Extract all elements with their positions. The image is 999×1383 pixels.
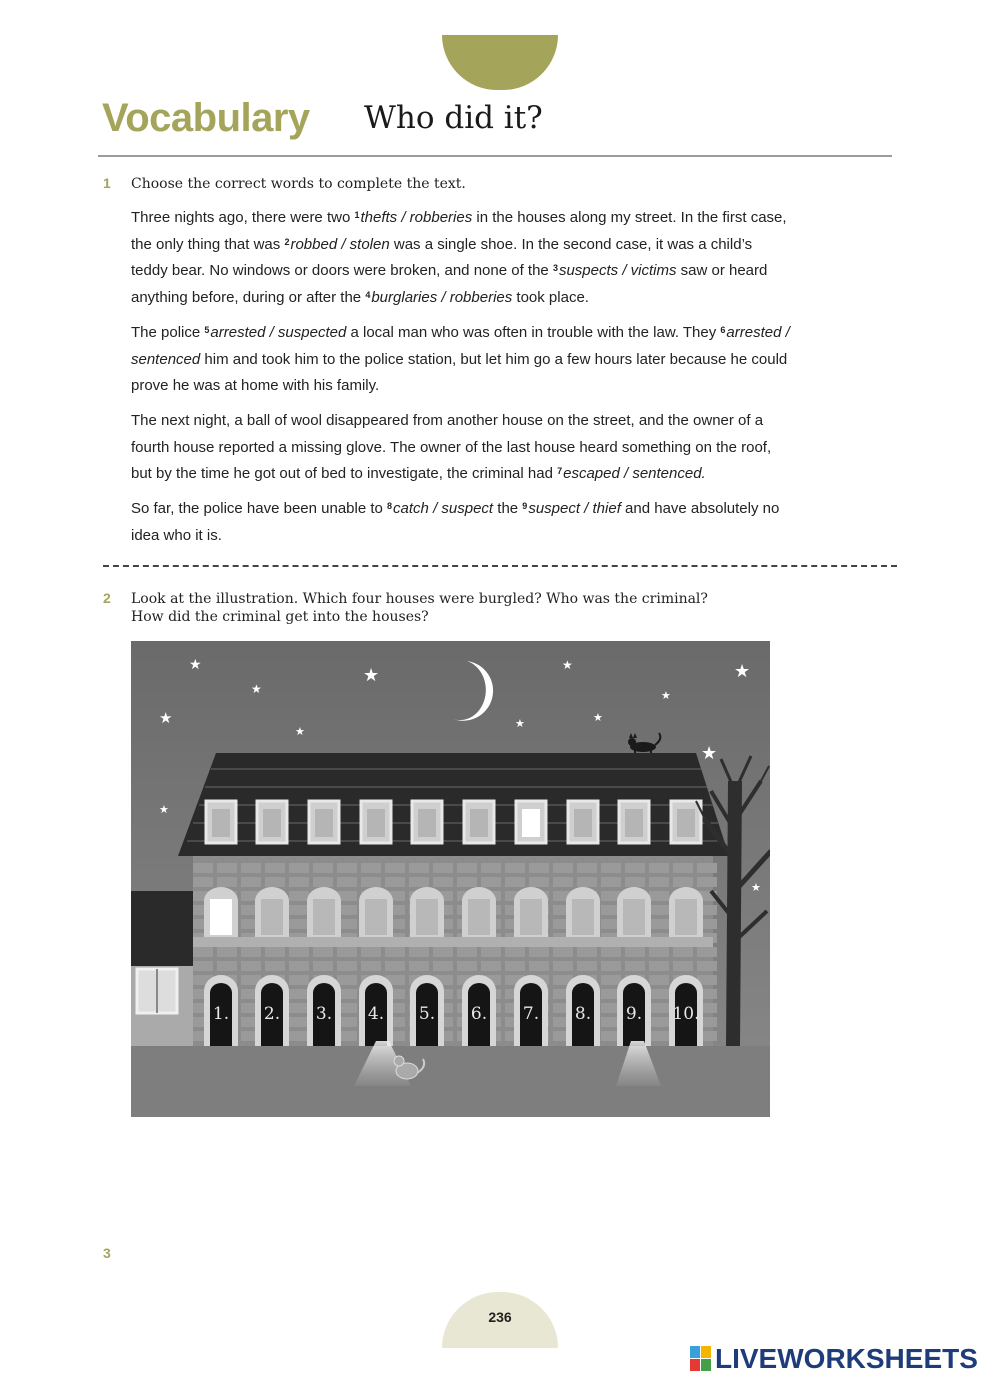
brick xyxy=(361,961,381,971)
word-choice[interactable]: robbed / stolen xyxy=(290,235,390,253)
upper-window xyxy=(410,887,444,937)
word-choice[interactable]: burglaries / robberies xyxy=(371,288,513,306)
brick xyxy=(553,961,573,971)
brick xyxy=(337,975,357,985)
brick xyxy=(697,863,717,873)
door-number: 6. xyxy=(470,1004,488,1024)
brick xyxy=(697,877,717,887)
word-choice[interactable]: suspect / thief xyxy=(528,500,621,517)
brick xyxy=(625,961,645,971)
word-choice[interactable]: escaped / sentenced. xyxy=(563,465,706,482)
door-number: 3. xyxy=(315,1004,333,1024)
upper-window xyxy=(617,887,651,937)
star: ★ xyxy=(562,658,573,672)
brick xyxy=(337,863,357,873)
brick xyxy=(649,1003,669,1013)
brick xyxy=(673,863,693,873)
brick xyxy=(337,961,357,971)
brick xyxy=(601,877,621,887)
brick xyxy=(433,877,453,887)
upper-window xyxy=(462,887,496,937)
brick xyxy=(481,947,501,957)
page-number: 236 xyxy=(488,1309,512,1325)
front-door xyxy=(410,975,444,1046)
star: ★ xyxy=(515,717,525,730)
brick xyxy=(577,863,597,873)
brick xyxy=(433,863,453,873)
title-divider xyxy=(98,155,892,157)
brick xyxy=(601,947,621,957)
brick xyxy=(673,877,693,887)
brick xyxy=(289,1017,309,1027)
brick xyxy=(361,947,381,957)
brick xyxy=(409,863,429,873)
brick xyxy=(673,947,693,957)
brick xyxy=(457,947,477,957)
brick xyxy=(481,961,501,971)
brick xyxy=(433,961,453,971)
brick xyxy=(625,877,645,887)
brick xyxy=(649,989,669,999)
brick xyxy=(649,947,669,957)
brick xyxy=(601,863,621,873)
brick xyxy=(361,863,381,873)
brick xyxy=(649,961,669,971)
brick xyxy=(265,863,285,873)
brick xyxy=(553,947,573,957)
brick xyxy=(505,877,525,887)
paragraph-3 xyxy=(131,408,791,488)
star: ★ xyxy=(593,711,603,724)
paragraph-1 xyxy=(131,205,791,311)
text-run: a local man who was often in trouble with the law. They xyxy=(346,324,721,341)
star: ★ xyxy=(159,803,169,816)
brick xyxy=(697,961,717,971)
brick xyxy=(265,877,285,887)
brick xyxy=(481,863,501,873)
brick xyxy=(457,863,477,873)
gap-number: 1 xyxy=(354,210,360,220)
gap-number: 5 xyxy=(204,325,210,335)
dormer-window xyxy=(671,801,701,843)
star: ★ xyxy=(661,689,671,702)
brick xyxy=(385,877,405,887)
front-door xyxy=(359,975,393,1046)
brick xyxy=(193,947,213,957)
brick xyxy=(457,961,477,971)
brick xyxy=(649,975,669,985)
text-run: the xyxy=(493,500,523,517)
brick xyxy=(385,947,405,957)
front-door xyxy=(617,975,651,1046)
star: ★ xyxy=(251,682,262,696)
star: ★ xyxy=(363,665,380,686)
front-door xyxy=(307,975,341,1046)
brick xyxy=(649,1031,669,1041)
gap-number: 7 xyxy=(557,466,563,476)
brick xyxy=(289,961,309,971)
brick xyxy=(289,947,309,957)
text-run: The next night, a ball of wool disappeared from another house on the street, and the owner of a fourth house reported a missing glove. The owner of the last house heard something on the roof, but by the time he got out of bed to investigate, the criminal had xyxy=(131,412,772,482)
brick xyxy=(193,961,213,971)
brick xyxy=(241,863,261,873)
dormer-window xyxy=(619,801,649,843)
text-run: saw or heard anything before, during or after the xyxy=(131,262,768,306)
door-number: 8. xyxy=(574,1004,592,1024)
section-divider xyxy=(103,565,897,567)
brick xyxy=(289,891,309,901)
ground xyxy=(131,1046,770,1117)
brick xyxy=(577,877,597,887)
brick xyxy=(361,877,381,887)
brick xyxy=(385,961,405,971)
front-door xyxy=(566,975,600,1046)
text-run: in the houses along my street. In the first case, the only thing that was xyxy=(131,209,787,253)
brick xyxy=(241,877,261,887)
brick xyxy=(193,877,213,887)
word-choice[interactable]: thefts / robberies xyxy=(360,209,473,226)
exercise-3-number: 3 xyxy=(103,1245,111,1261)
illustration-svg xyxy=(131,641,770,1117)
brick xyxy=(625,863,645,873)
front-door xyxy=(204,975,238,1046)
brick xyxy=(457,877,477,887)
star: ★ xyxy=(159,709,173,727)
upper-window xyxy=(514,887,548,937)
ledge xyxy=(193,937,713,947)
brick xyxy=(553,877,573,887)
brick xyxy=(529,863,549,873)
text-run: The police xyxy=(131,324,205,341)
brick xyxy=(289,989,309,999)
brick xyxy=(313,947,333,957)
door-number: 9. xyxy=(625,1004,643,1024)
brick xyxy=(217,961,237,971)
paragraph-4 xyxy=(131,496,791,549)
brick xyxy=(649,1017,669,1027)
exercise-2-instruction-line-2: How did the criminal get into the houses? xyxy=(131,609,429,625)
word-choice[interactable]: catch / suspect xyxy=(393,500,494,517)
brick xyxy=(265,961,285,971)
gap-number: 2 xyxy=(284,236,290,247)
brick xyxy=(289,1031,309,1041)
brick xyxy=(529,961,549,971)
brick xyxy=(265,947,285,957)
upper-window xyxy=(204,887,238,937)
dormer-window xyxy=(206,801,236,843)
top-tab-decoration xyxy=(442,35,558,90)
brick xyxy=(241,947,261,957)
upper-window xyxy=(307,887,341,937)
dormer-window xyxy=(361,801,391,843)
brick xyxy=(217,947,237,957)
front-door xyxy=(462,975,496,1046)
brick xyxy=(193,863,213,873)
brick xyxy=(529,947,549,957)
brick xyxy=(505,961,525,971)
door-number: 7. xyxy=(522,1004,540,1024)
brick xyxy=(577,961,597,971)
star: ★ xyxy=(751,881,761,894)
word-choice[interactable]: suspects / victims xyxy=(558,262,677,279)
gap-number: 8 xyxy=(387,501,393,511)
liveworksheets-brand xyxy=(690,1340,978,1378)
brick xyxy=(289,1003,309,1013)
dormer-window xyxy=(516,801,546,843)
street-illustration xyxy=(131,641,770,1117)
door-number: 4. xyxy=(367,1004,385,1024)
text-run: took place. xyxy=(512,288,589,306)
word-choice[interactable]: arrested / sentenced xyxy=(131,324,790,368)
dormer-window xyxy=(309,801,339,843)
upper-window xyxy=(359,887,393,937)
dormer-window xyxy=(412,801,442,843)
brick xyxy=(289,919,309,929)
brick xyxy=(505,863,525,873)
door-number: 1. xyxy=(212,1004,230,1024)
dormer-window xyxy=(257,801,287,843)
gap-number: 6 xyxy=(720,325,726,335)
dormer-window xyxy=(464,801,494,843)
liveworksheets-logo-icon xyxy=(690,1346,712,1372)
star: ★ xyxy=(734,661,751,682)
brick xyxy=(697,947,717,957)
brick xyxy=(337,877,357,887)
brick xyxy=(289,863,309,873)
brick xyxy=(313,863,333,873)
paragraph-2 xyxy=(131,320,791,400)
section-label: Vocabulary xyxy=(102,96,310,140)
brick xyxy=(313,877,333,887)
gap-number: 3 xyxy=(552,263,558,273)
exercise-1-instruction: Choose the correct words to complete the text. xyxy=(131,176,466,192)
brick xyxy=(553,863,573,873)
brick xyxy=(217,877,237,887)
brick xyxy=(601,961,621,971)
front-door xyxy=(669,975,703,1046)
star: ★ xyxy=(701,743,718,764)
brick xyxy=(649,919,669,929)
brick xyxy=(289,905,309,915)
text-run: was a single shoe. In the second case, it was a child’s teddy bear. No windows or doors were broken, and none of the xyxy=(131,235,753,279)
gap-number: 9 xyxy=(522,501,528,511)
brick xyxy=(409,947,429,957)
door-number: 5. xyxy=(418,1004,436,1024)
brick xyxy=(649,863,669,873)
exercise-1-number: 1 xyxy=(103,175,111,191)
word-choice[interactable]: arrested / suspected xyxy=(210,324,347,341)
brick xyxy=(481,877,501,887)
star: ★ xyxy=(189,657,202,673)
text-run: So far, the police have been unable to xyxy=(131,500,388,517)
brick xyxy=(601,975,621,985)
front-door xyxy=(255,975,289,1046)
brand-name: LIVEWORKSHEETS xyxy=(715,1343,978,1374)
exercise-2-number: 2 xyxy=(103,590,111,606)
upper-window xyxy=(255,887,289,937)
brick xyxy=(409,961,429,971)
brick xyxy=(673,961,693,971)
upper-window xyxy=(669,887,703,937)
brick xyxy=(649,905,669,915)
brick xyxy=(529,877,549,887)
brick xyxy=(313,961,333,971)
exercise-2-instruction-line-1: Look at the illustration. Which four houses were burgled? Who was the criminal? xyxy=(131,591,708,607)
brick xyxy=(577,947,597,957)
brick xyxy=(289,877,309,887)
brick xyxy=(433,947,453,957)
gap-number: 4 xyxy=(365,289,371,300)
text-run: and have absolutely no idea who it is. xyxy=(131,500,780,544)
brick xyxy=(385,863,405,873)
brick xyxy=(505,947,525,957)
brick xyxy=(409,877,429,887)
star: ★ xyxy=(295,725,305,738)
front-door xyxy=(514,975,548,1046)
door-number: 10. xyxy=(672,1004,700,1024)
brick xyxy=(649,891,669,901)
dormer-window xyxy=(568,801,598,843)
brick xyxy=(649,877,669,887)
page-title: Who did it? xyxy=(364,100,543,136)
brick xyxy=(217,863,237,873)
upper-window xyxy=(566,887,600,937)
brick xyxy=(289,975,309,985)
text-run: him and took him to the police station, but let him go a few hours later because he could prove he was at home with his family. xyxy=(131,350,788,394)
text-run: Three nights ago, there were two xyxy=(131,209,355,226)
door-number: 2. xyxy=(263,1004,281,1024)
brick xyxy=(337,947,357,957)
brick xyxy=(625,947,645,957)
brick xyxy=(241,961,261,971)
